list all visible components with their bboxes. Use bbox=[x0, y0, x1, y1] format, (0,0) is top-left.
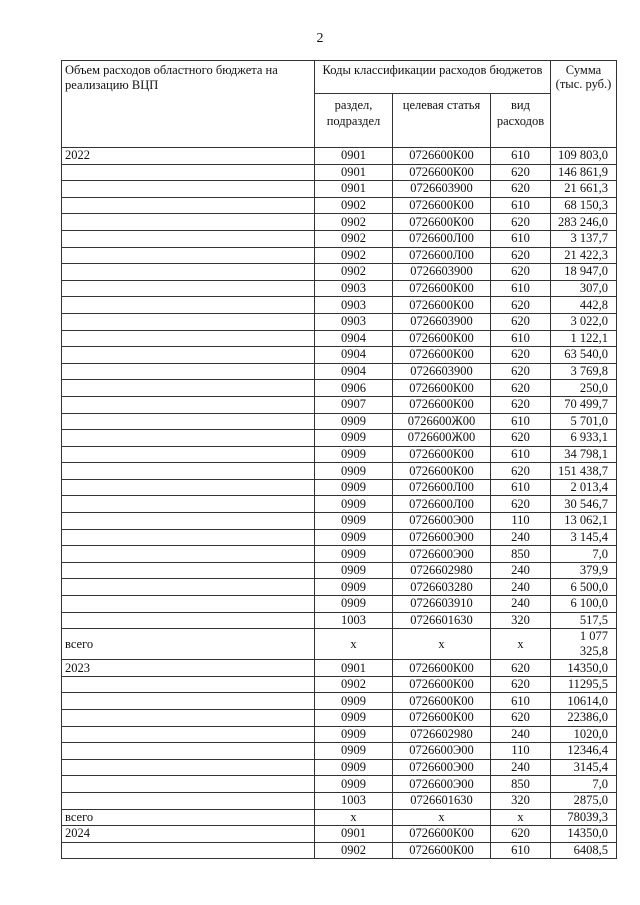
year-label-cell bbox=[62, 842, 315, 859]
year-label-cell bbox=[62, 743, 315, 760]
kind-cell: 620 bbox=[491, 676, 551, 693]
target-cell: 0726600Л00 bbox=[393, 230, 491, 247]
table-row bbox=[62, 396, 617, 413]
target-cell: 0726600Л00 bbox=[393, 247, 491, 264]
sum-cell: 6408,5 bbox=[551, 842, 617, 859]
sum-cell: 34 798,1 bbox=[551, 446, 617, 463]
target-cell: 0726600К00 bbox=[393, 297, 491, 314]
year-label-cell bbox=[62, 330, 315, 347]
target-cell: 0726600К00 bbox=[393, 380, 491, 397]
sum-cell: 151 438,7 bbox=[551, 463, 617, 480]
table-row bbox=[62, 842, 617, 859]
section-cell: х bbox=[315, 629, 393, 660]
year-label-cell bbox=[62, 197, 315, 214]
sum-cell: 21 661,3 bbox=[551, 181, 617, 198]
table-row bbox=[62, 629, 617, 660]
target-cell: 0726603900 bbox=[393, 264, 491, 281]
table-row bbox=[62, 546, 617, 563]
year-label-cell bbox=[62, 446, 315, 463]
section-cell: 1003 bbox=[315, 612, 393, 629]
sum-cell: 2 013,4 bbox=[551, 479, 617, 496]
table-row bbox=[62, 660, 617, 677]
kind-cell: 620 bbox=[491, 710, 551, 727]
year-label-cell bbox=[62, 297, 315, 314]
year-label-cell bbox=[62, 612, 315, 629]
table-row bbox=[62, 596, 617, 613]
kind-cell: х bbox=[491, 809, 551, 826]
year-label-cell bbox=[62, 759, 315, 776]
kind-cell: 620 bbox=[491, 363, 551, 380]
target-cell: 0726602980 bbox=[393, 726, 491, 743]
target-cell: 0726600К00 bbox=[393, 347, 491, 364]
target-cell: 0726600К00 bbox=[393, 148, 491, 165]
year-label-cell: всего bbox=[62, 629, 315, 660]
sum-cell: 7,0 bbox=[551, 776, 617, 793]
header-sum: Сумма (тыс. руб.) bbox=[551, 61, 617, 148]
sum-cell: 13 062,1 bbox=[551, 513, 617, 530]
section-cell: 0909 bbox=[315, 463, 393, 480]
year-label-cell bbox=[62, 693, 315, 710]
section-cell: 0902 bbox=[315, 264, 393, 281]
target-cell: 0726600К00 bbox=[393, 710, 491, 727]
target-cell: 0726600К00 bbox=[393, 842, 491, 859]
target-cell: 0726603900 bbox=[393, 313, 491, 330]
target-cell: 0726600К00 bbox=[393, 214, 491, 231]
table-row bbox=[62, 743, 617, 760]
target-cell: 0726600К00 bbox=[393, 463, 491, 480]
table-row bbox=[62, 693, 617, 710]
table-row bbox=[62, 230, 617, 247]
sum-cell: 14350,0 bbox=[551, 660, 617, 677]
section-cell: 0902 bbox=[315, 676, 393, 693]
section-cell: 1003 bbox=[315, 792, 393, 809]
table-row bbox=[62, 363, 617, 380]
kind-cell: 620 bbox=[491, 380, 551, 397]
target-cell: 0726600К00 bbox=[393, 330, 491, 347]
sum-cell: 3 022,0 bbox=[551, 313, 617, 330]
target-cell: 0726600Э00 bbox=[393, 546, 491, 563]
sum-cell: 517,5 bbox=[551, 612, 617, 629]
header-kind: вид расходов bbox=[491, 94, 551, 148]
sum-cell: 1 122,1 bbox=[551, 330, 617, 347]
year-label-cell bbox=[62, 596, 315, 613]
kind-cell: 610 bbox=[491, 446, 551, 463]
kind-cell: 610 bbox=[491, 842, 551, 859]
table-row bbox=[62, 612, 617, 629]
sum-cell: 379,9 bbox=[551, 562, 617, 579]
target-cell: 0726600Ж00 bbox=[393, 430, 491, 447]
table-row bbox=[62, 513, 617, 530]
section-cell: 0907 bbox=[315, 396, 393, 413]
section-cell: 0909 bbox=[315, 693, 393, 710]
section-cell: 0901 bbox=[315, 181, 393, 198]
table-row bbox=[62, 430, 617, 447]
year-label-cell bbox=[62, 479, 315, 496]
year-label-cell bbox=[62, 181, 315, 198]
year-label-cell bbox=[62, 214, 315, 231]
target-cell: 0726602980 bbox=[393, 562, 491, 579]
year-label-cell: 2022 bbox=[62, 148, 315, 165]
sum-cell: 6 100,0 bbox=[551, 596, 617, 613]
table-row bbox=[62, 181, 617, 198]
table-row bbox=[62, 496, 617, 513]
kind-cell: 620 bbox=[491, 181, 551, 198]
table-row bbox=[62, 562, 617, 579]
table-row bbox=[62, 826, 617, 843]
target-cell: х bbox=[393, 629, 491, 660]
kind-cell: 610 bbox=[491, 330, 551, 347]
sum-cell: 307,0 bbox=[551, 280, 617, 297]
sum-cell: 22386,0 bbox=[551, 710, 617, 727]
kind-cell: 620 bbox=[491, 164, 551, 181]
target-cell: 0726600К00 bbox=[393, 676, 491, 693]
kind-cell: 240 bbox=[491, 529, 551, 546]
sum-cell: 11295,5 bbox=[551, 676, 617, 693]
table-row bbox=[62, 330, 617, 347]
section-cell: 0901 bbox=[315, 148, 393, 165]
table-row bbox=[62, 247, 617, 264]
sum-cell: 68 150,3 bbox=[551, 197, 617, 214]
target-cell: 0726600Э00 bbox=[393, 776, 491, 793]
target-cell: 0726603280 bbox=[393, 579, 491, 596]
target-cell: 0726600Э00 bbox=[393, 513, 491, 530]
sum-cell: 30 546,7 bbox=[551, 496, 617, 513]
section-cell: 0909 bbox=[315, 430, 393, 447]
kind-cell: 240 bbox=[491, 596, 551, 613]
kind-cell: 620 bbox=[491, 463, 551, 480]
year-label-cell bbox=[62, 230, 315, 247]
target-cell: 0726600К00 bbox=[393, 197, 491, 214]
sum-cell: 1 077 325,8 bbox=[551, 629, 617, 660]
sum-cell: 3145,4 bbox=[551, 759, 617, 776]
kind-cell: 620 bbox=[491, 496, 551, 513]
table-row bbox=[62, 676, 617, 693]
kind-cell: 110 bbox=[491, 743, 551, 760]
page-number: 2 bbox=[316, 31, 324, 46]
section-cell: 0904 bbox=[315, 330, 393, 347]
sum-cell: 10614,0 bbox=[551, 693, 617, 710]
kind-cell: 320 bbox=[491, 612, 551, 629]
target-cell: 0726600Э00 bbox=[393, 759, 491, 776]
year-label-cell bbox=[62, 792, 315, 809]
target-cell: 0726603900 bbox=[393, 181, 491, 198]
target-cell: 0726600Л00 bbox=[393, 496, 491, 513]
target-cell: 0726601630 bbox=[393, 792, 491, 809]
sum-cell: 1020,0 bbox=[551, 726, 617, 743]
kind-cell: 620 bbox=[491, 347, 551, 364]
section-cell: 0901 bbox=[315, 660, 393, 677]
section-cell: 0909 bbox=[315, 743, 393, 760]
sum-cell: 442,8 bbox=[551, 297, 617, 314]
year-label-cell bbox=[62, 247, 315, 264]
sum-cell: 109 803,0 bbox=[551, 148, 617, 165]
kind-cell: 620 bbox=[491, 297, 551, 314]
sum-cell: 146 861,9 bbox=[551, 164, 617, 181]
header-codes: Коды классификации расходов бюджетов bbox=[315, 61, 551, 94]
table-row bbox=[62, 413, 617, 430]
budget-table bbox=[61, 60, 617, 859]
sum-cell: 3 137,7 bbox=[551, 230, 617, 247]
sum-cell: 2875,0 bbox=[551, 792, 617, 809]
target-cell: 0726603900 bbox=[393, 363, 491, 380]
year-label-cell bbox=[62, 264, 315, 281]
year-label-cell bbox=[62, 164, 315, 181]
sum-cell: 283 246,0 bbox=[551, 214, 617, 231]
section-cell: 0904 bbox=[315, 363, 393, 380]
target-cell: 0726600Э00 bbox=[393, 529, 491, 546]
kind-cell: 320 bbox=[491, 792, 551, 809]
table-row bbox=[62, 148, 617, 165]
year-label-cell bbox=[62, 363, 315, 380]
year-label-cell bbox=[62, 710, 315, 727]
table-row bbox=[62, 463, 617, 480]
target-cell: 0726603910 bbox=[393, 596, 491, 613]
kind-cell: 620 bbox=[491, 826, 551, 843]
sum-cell: 5 701,0 bbox=[551, 413, 617, 430]
table-row bbox=[62, 380, 617, 397]
section-cell: 0909 bbox=[315, 546, 393, 563]
section-cell: х bbox=[315, 809, 393, 826]
section-cell: 0902 bbox=[315, 247, 393, 264]
year-label-cell bbox=[62, 776, 315, 793]
section-cell: 0901 bbox=[315, 164, 393, 181]
kind-cell: 850 bbox=[491, 546, 551, 563]
kind-cell: 620 bbox=[491, 430, 551, 447]
kind-cell: 620 bbox=[491, 247, 551, 264]
section-cell: 0909 bbox=[315, 446, 393, 463]
sum-cell: 7,0 bbox=[551, 546, 617, 563]
kind-cell: 240 bbox=[491, 562, 551, 579]
section-cell: 0909 bbox=[315, 479, 393, 496]
kind-cell: 610 bbox=[491, 197, 551, 214]
kind-cell: 240 bbox=[491, 579, 551, 596]
sum-cell: 70 499,7 bbox=[551, 396, 617, 413]
table-row bbox=[62, 347, 617, 364]
table-row bbox=[62, 726, 617, 743]
table-row bbox=[62, 479, 617, 496]
section-cell: 0904 bbox=[315, 347, 393, 364]
year-label-cell bbox=[62, 726, 315, 743]
kind-cell: 610 bbox=[491, 230, 551, 247]
sum-cell: 250,0 bbox=[551, 380, 617, 397]
sum-cell: 12346,4 bbox=[551, 743, 617, 760]
section-cell: 0903 bbox=[315, 297, 393, 314]
table-row bbox=[62, 313, 617, 330]
year-label-cell bbox=[62, 396, 315, 413]
year-label-cell bbox=[62, 546, 315, 563]
target-cell: 0726600Л00 bbox=[393, 479, 491, 496]
section-cell: 0909 bbox=[315, 562, 393, 579]
section-cell: 0909 bbox=[315, 759, 393, 776]
section-cell: 0909 bbox=[315, 529, 393, 546]
section-cell: 0902 bbox=[315, 230, 393, 247]
target-cell: 0726600К00 bbox=[393, 660, 491, 677]
sum-cell: 6 500,0 bbox=[551, 579, 617, 596]
table-body bbox=[62, 148, 617, 859]
year-label-cell bbox=[62, 513, 315, 530]
kind-cell: 240 bbox=[491, 726, 551, 743]
sum-cell: 18 947,0 bbox=[551, 264, 617, 281]
table-row bbox=[62, 214, 617, 231]
year-label-cell bbox=[62, 380, 315, 397]
table-row bbox=[62, 446, 617, 463]
section-cell: 0902 bbox=[315, 214, 393, 231]
table-row bbox=[62, 280, 617, 297]
kind-cell: 850 bbox=[491, 776, 551, 793]
kind-cell: х bbox=[491, 629, 551, 660]
kind-cell: 620 bbox=[491, 214, 551, 231]
table-row bbox=[62, 809, 617, 826]
section-cell: 0909 bbox=[315, 579, 393, 596]
section-cell: 0909 bbox=[315, 710, 393, 727]
year-label-cell bbox=[62, 496, 315, 513]
section-cell: 0902 bbox=[315, 842, 393, 859]
target-cell: 0726600Ж00 bbox=[393, 413, 491, 430]
kind-cell: 610 bbox=[491, 280, 551, 297]
kind-cell: 610 bbox=[491, 413, 551, 430]
section-cell: 0901 bbox=[315, 826, 393, 843]
sum-cell: 78039,3 bbox=[551, 809, 617, 826]
kind-cell: 610 bbox=[491, 693, 551, 710]
table-row bbox=[62, 164, 617, 181]
kind-cell: 240 bbox=[491, 759, 551, 776]
section-cell: 0903 bbox=[315, 280, 393, 297]
section-cell: 0909 bbox=[315, 726, 393, 743]
section-cell: 0902 bbox=[315, 197, 393, 214]
kind-cell: 620 bbox=[491, 396, 551, 413]
sum-cell: 3 769,8 bbox=[551, 363, 617, 380]
kind-cell: 110 bbox=[491, 513, 551, 530]
kind-cell: 610 bbox=[491, 479, 551, 496]
sum-cell: 63 540,0 bbox=[551, 347, 617, 364]
section-cell: 0909 bbox=[315, 413, 393, 430]
table-row bbox=[62, 579, 617, 596]
kind-cell: 620 bbox=[491, 660, 551, 677]
table-row bbox=[62, 759, 617, 776]
section-cell: 0903 bbox=[315, 313, 393, 330]
kind-cell: 620 bbox=[491, 264, 551, 281]
header-section: раздел, подраздел bbox=[315, 94, 393, 148]
table-row bbox=[62, 710, 617, 727]
target-cell: х bbox=[393, 809, 491, 826]
target-cell: 0726600К00 bbox=[393, 396, 491, 413]
section-cell: 0909 bbox=[315, 596, 393, 613]
year-label-cell bbox=[62, 430, 315, 447]
table-row bbox=[62, 197, 617, 214]
table-row bbox=[62, 529, 617, 546]
sum-cell: 21 422,3 bbox=[551, 247, 617, 264]
target-cell: 0726600К00 bbox=[393, 446, 491, 463]
year-label-cell: 2024 bbox=[62, 826, 315, 843]
target-cell: 0726601630 bbox=[393, 612, 491, 629]
year-label-cell bbox=[62, 313, 315, 330]
target-cell: 0726600К00 bbox=[393, 826, 491, 843]
year-label-cell bbox=[62, 676, 315, 693]
year-label-cell bbox=[62, 579, 315, 596]
sum-cell: 14350,0 bbox=[551, 826, 617, 843]
header-target: целевая статья bbox=[393, 94, 491, 148]
year-label-cell bbox=[62, 463, 315, 480]
table-row bbox=[62, 776, 617, 793]
year-label-cell bbox=[62, 413, 315, 430]
table-row bbox=[62, 264, 617, 281]
year-label-cell: 2023 bbox=[62, 660, 315, 677]
table-row bbox=[62, 297, 617, 314]
header-volume: Объем расходов областного бюджета на реализацию ВЦП bbox=[62, 61, 315, 148]
target-cell: 0726600К00 bbox=[393, 164, 491, 181]
section-cell: 0909 bbox=[315, 513, 393, 530]
sum-cell: 3 145,4 bbox=[551, 529, 617, 546]
year-label-cell bbox=[62, 280, 315, 297]
target-cell: 0726600Э00 bbox=[393, 743, 491, 760]
target-cell: 0726600К00 bbox=[393, 280, 491, 297]
section-cell: 0909 bbox=[315, 776, 393, 793]
year-label-cell bbox=[62, 562, 315, 579]
target-cell: 0726600К00 bbox=[393, 693, 491, 710]
year-label-cell bbox=[62, 347, 315, 364]
section-cell: 0909 bbox=[315, 496, 393, 513]
kind-cell: 620 bbox=[491, 313, 551, 330]
year-label-cell bbox=[62, 529, 315, 546]
table-row bbox=[62, 792, 617, 809]
year-label-cell: всего bbox=[62, 809, 315, 826]
kind-cell: 610 bbox=[491, 148, 551, 165]
sum-cell: 6 933,1 bbox=[551, 430, 617, 447]
section-cell: 0906 bbox=[315, 380, 393, 397]
